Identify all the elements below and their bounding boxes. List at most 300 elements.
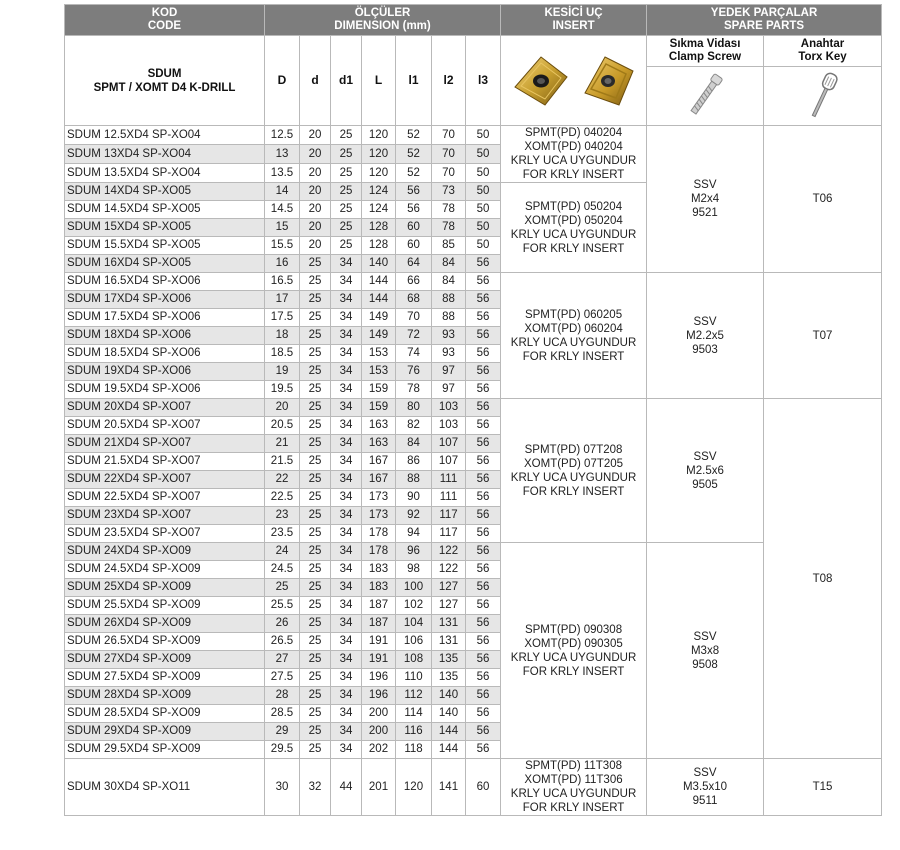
row-code: SDUM 19.5XD4 SP-XO06 bbox=[65, 381, 265, 399]
cell-l1: 86 bbox=[396, 453, 432, 471]
cell-l3: 56 bbox=[466, 615, 501, 633]
cell-L: 128 bbox=[362, 237, 396, 255]
cell-l3: 50 bbox=[466, 237, 501, 255]
cell-L: 163 bbox=[362, 417, 396, 435]
cell-l2: 117 bbox=[432, 525, 466, 543]
cell-l2: 127 bbox=[432, 597, 466, 615]
cell-l2: 70 bbox=[432, 126, 466, 145]
cell-l3: 56 bbox=[466, 723, 501, 741]
row-code: SDUM 15.5XD4 SP-XO05 bbox=[65, 237, 265, 255]
dimension-header: ÖLÇÜLER DIMENSION (mm) bbox=[265, 5, 501, 36]
cell-l2: 144 bbox=[432, 741, 466, 759]
product-table-wrapper bbox=[64, 4, 882, 816]
cell-d1: 34 bbox=[331, 309, 362, 327]
cell-d: 25 bbox=[300, 381, 331, 399]
cell-d: 25 bbox=[300, 615, 331, 633]
cell-L: 187 bbox=[362, 597, 396, 615]
cell-D: 13.5 bbox=[265, 164, 300, 183]
cell-d1: 34 bbox=[331, 561, 362, 579]
cell-L: 196 bbox=[362, 669, 396, 687]
key-cell: T08 bbox=[764, 399, 882, 759]
torx-key-image-cell bbox=[764, 67, 882, 126]
cell-D: 12.5 bbox=[265, 126, 300, 145]
cell-d: 25 bbox=[300, 669, 331, 687]
row-code: SDUM 18.5XD4 SP-XO06 bbox=[65, 345, 265, 363]
row-code: SDUM 29.5XD4 SP-XO09 bbox=[65, 741, 265, 759]
cell-l2: 131 bbox=[432, 615, 466, 633]
cell-L: 144 bbox=[362, 291, 396, 309]
cell-d1: 25 bbox=[331, 183, 362, 201]
cell-d: 25 bbox=[300, 525, 331, 543]
cell-L: 124 bbox=[362, 201, 396, 219]
cell-l2: 73 bbox=[432, 183, 466, 201]
cell-d: 20 bbox=[300, 126, 331, 145]
row-code: SDUM 23.5XD4 SP-XO07 bbox=[65, 525, 265, 543]
row-code: SDUM 27XD4 SP-XO09 bbox=[65, 651, 265, 669]
screw-cell: SSV M2.2x5 9503 bbox=[647, 273, 764, 399]
cell-l2: 140 bbox=[432, 705, 466, 723]
col-l1: l1 bbox=[396, 36, 432, 126]
cell-l2: 111 bbox=[432, 471, 466, 489]
product-line-header: SDUM SPMT / XOMT D4 K-DRILL bbox=[65, 36, 265, 126]
cell-L: 187 bbox=[362, 615, 396, 633]
cell-D: 14 bbox=[265, 183, 300, 201]
cell-d: 20 bbox=[300, 219, 331, 237]
cell-d: 25 bbox=[300, 399, 331, 417]
cell-l2: 117 bbox=[432, 507, 466, 525]
row-code: SDUM 17.5XD4 SP-XO06 bbox=[65, 309, 265, 327]
row-code: SDUM 23XD4 SP-XO07 bbox=[65, 507, 265, 525]
screw-cell: SSV M2.5x6 9505 bbox=[647, 399, 764, 543]
cell-l1: 52 bbox=[396, 126, 432, 145]
row-code: SDUM 30XD4 SP-XO11 bbox=[65, 759, 265, 816]
row-code: SDUM 17XD4 SP-XO06 bbox=[65, 291, 265, 309]
cell-l3: 56 bbox=[466, 417, 501, 435]
cell-l3: 56 bbox=[466, 363, 501, 381]
cell-l2: 85 bbox=[432, 237, 466, 255]
clamp-screw-image-cell bbox=[647, 67, 764, 126]
cell-L: 149 bbox=[362, 309, 396, 327]
cell-l2: 78 bbox=[432, 201, 466, 219]
key-cell: T15 bbox=[764, 759, 882, 816]
row-code: SDUM 25XD4 SP-XO09 bbox=[65, 579, 265, 597]
cell-D: 17.5 bbox=[265, 309, 300, 327]
cell-d: 25 bbox=[300, 363, 331, 381]
cell-d: 25 bbox=[300, 651, 331, 669]
cell-l3: 56 bbox=[466, 255, 501, 273]
cell-D: 16.5 bbox=[265, 273, 300, 291]
spmt-insert-icon bbox=[511, 53, 571, 109]
xomt-insert-icon bbox=[579, 53, 637, 109]
cell-L: 173 bbox=[362, 489, 396, 507]
cell-L: 120 bbox=[362, 126, 396, 145]
cell-D: 30 bbox=[265, 759, 300, 816]
cell-d1: 25 bbox=[331, 164, 362, 183]
cell-D: 26.5 bbox=[265, 633, 300, 651]
cell-d1: 34 bbox=[331, 543, 362, 561]
row-code: SDUM 13XD4 SP-XO04 bbox=[65, 145, 265, 164]
cell-l2: 144 bbox=[432, 723, 466, 741]
cell-d1: 34 bbox=[331, 363, 362, 381]
screw-cell: SSV M3x8 9508 bbox=[647, 543, 764, 759]
cell-l2: 97 bbox=[432, 363, 466, 381]
cell-l1: 68 bbox=[396, 291, 432, 309]
cell-l3: 56 bbox=[466, 705, 501, 723]
cell-D: 21.5 bbox=[265, 453, 300, 471]
cell-l3: 56 bbox=[466, 291, 501, 309]
cell-D: 28.5 bbox=[265, 705, 300, 723]
cell-l1: 116 bbox=[396, 723, 432, 741]
cell-d1: 34 bbox=[331, 291, 362, 309]
cell-l3: 50 bbox=[466, 145, 501, 164]
row-code: SDUM 19XD4 SP-XO06 bbox=[65, 363, 265, 381]
row-code: SDUM 24.5XD4 SP-XO09 bbox=[65, 561, 265, 579]
cell-l3: 56 bbox=[466, 345, 501, 363]
cell-d: 25 bbox=[300, 507, 331, 525]
cell-d1: 34 bbox=[331, 597, 362, 615]
cell-L: 183 bbox=[362, 561, 396, 579]
cell-d1: 34 bbox=[331, 399, 362, 417]
cell-d: 25 bbox=[300, 489, 331, 507]
cell-l2: 78 bbox=[432, 219, 466, 237]
cell-d: 25 bbox=[300, 597, 331, 615]
row-code: SDUM 14.5XD4 SP-XO05 bbox=[65, 201, 265, 219]
cell-d: 25 bbox=[300, 543, 331, 561]
cell-L: 202 bbox=[362, 741, 396, 759]
row-code: SDUM 18XD4 SP-XO06 bbox=[65, 327, 265, 345]
key-cell: T07 bbox=[764, 273, 882, 399]
cell-l3: 56 bbox=[466, 597, 501, 615]
cell-D: 27.5 bbox=[265, 669, 300, 687]
cell-l3: 56 bbox=[466, 453, 501, 471]
insert-images-cell bbox=[501, 36, 647, 126]
cell-d: 20 bbox=[300, 145, 331, 164]
cell-d1: 25 bbox=[331, 126, 362, 145]
cell-l3: 56 bbox=[466, 579, 501, 597]
cell-l1: 110 bbox=[396, 669, 432, 687]
cell-d: 25 bbox=[300, 273, 331, 291]
cell-l2: 70 bbox=[432, 164, 466, 183]
cell-L: 178 bbox=[362, 525, 396, 543]
cell-d1: 34 bbox=[331, 723, 362, 741]
col-d1: d1 bbox=[331, 36, 362, 126]
cell-l1: 52 bbox=[396, 145, 432, 164]
cell-l1: 98 bbox=[396, 561, 432, 579]
cell-l3: 56 bbox=[466, 435, 501, 453]
cell-l1: 92 bbox=[396, 507, 432, 525]
cell-L: 163 bbox=[362, 435, 396, 453]
col-L: L bbox=[362, 36, 396, 126]
row-code: SDUM 20XD4 SP-XO07 bbox=[65, 399, 265, 417]
cell-l1: 74 bbox=[396, 345, 432, 363]
cell-D: 18.5 bbox=[265, 345, 300, 363]
cell-D: 27 bbox=[265, 651, 300, 669]
cell-l3: 56 bbox=[466, 561, 501, 579]
cell-d1: 34 bbox=[331, 273, 362, 291]
cell-l1: 56 bbox=[396, 183, 432, 201]
cell-d: 20 bbox=[300, 183, 331, 201]
cell-D: 13 bbox=[265, 145, 300, 164]
cell-L: 200 bbox=[362, 705, 396, 723]
cell-D: 23.5 bbox=[265, 525, 300, 543]
cell-l2: 84 bbox=[432, 273, 466, 291]
cell-l2: 122 bbox=[432, 561, 466, 579]
cell-d: 25 bbox=[300, 309, 331, 327]
cell-l1: 82 bbox=[396, 417, 432, 435]
cell-d: 20 bbox=[300, 164, 331, 183]
cell-D: 21 bbox=[265, 435, 300, 453]
cell-d: 25 bbox=[300, 345, 331, 363]
row-code: SDUM 22XD4 SP-XO07 bbox=[65, 471, 265, 489]
cell-D: 28 bbox=[265, 687, 300, 705]
cell-d1: 34 bbox=[331, 687, 362, 705]
cell-D: 16 bbox=[265, 255, 300, 273]
row-code: SDUM 16.5XD4 SP-XO06 bbox=[65, 273, 265, 291]
cell-L: 140 bbox=[362, 255, 396, 273]
cell-D: 25 bbox=[265, 579, 300, 597]
insert-cell: SPMT(PD) 050204 XOMT(PD) 050204 KRLY UCA UYGUNDUR FOR KRLY INSERT bbox=[501, 183, 647, 273]
cell-l1: 100 bbox=[396, 579, 432, 597]
cell-d1: 34 bbox=[331, 633, 362, 651]
cell-l1: 108 bbox=[396, 651, 432, 669]
cell-d: 25 bbox=[300, 417, 331, 435]
cell-l3: 56 bbox=[466, 381, 501, 399]
cell-L: 128 bbox=[362, 219, 396, 237]
cell-l1: 56 bbox=[396, 201, 432, 219]
cell-l2: 93 bbox=[432, 345, 466, 363]
cell-l3: 50 bbox=[466, 126, 501, 145]
cell-L: 153 bbox=[362, 363, 396, 381]
cell-d: 25 bbox=[300, 723, 331, 741]
screw-cell: SSV M2x4 9521 bbox=[647, 126, 764, 273]
product-table bbox=[64, 4, 882, 816]
cell-L: 178 bbox=[362, 543, 396, 561]
cell-l3: 56 bbox=[466, 489, 501, 507]
cell-l1: 80 bbox=[396, 399, 432, 417]
row-code: SDUM 29XD4 SP-XO09 bbox=[65, 723, 265, 741]
cell-l3: 50 bbox=[466, 201, 501, 219]
cell-l3: 56 bbox=[466, 633, 501, 651]
cell-D: 29 bbox=[265, 723, 300, 741]
cell-l2: 103 bbox=[432, 399, 466, 417]
cell-d1: 34 bbox=[331, 435, 362, 453]
cell-L: 159 bbox=[362, 381, 396, 399]
cell-l2: 107 bbox=[432, 435, 466, 453]
screw-cell: SSV M3.5x10 9511 bbox=[647, 759, 764, 816]
row-code: SDUM 24XD4 SP-XO09 bbox=[65, 543, 265, 561]
cell-l3: 56 bbox=[466, 507, 501, 525]
row-code: SDUM 26XD4 SP-XO09 bbox=[65, 615, 265, 633]
cell-d1: 34 bbox=[331, 651, 362, 669]
cell-L: 144 bbox=[362, 273, 396, 291]
cell-L: 149 bbox=[362, 327, 396, 345]
cell-l1: 88 bbox=[396, 471, 432, 489]
cell-d1: 25 bbox=[331, 201, 362, 219]
insert-cell: SPMT(PD) 060205 XOMT(PD) 060204 KRLY UCA UYGUNDUR FOR KRLY INSERT bbox=[501, 273, 647, 399]
cell-L: 200 bbox=[362, 723, 396, 741]
col-l3: l3 bbox=[466, 36, 501, 126]
row-code: SDUM 28.5XD4 SP-XO09 bbox=[65, 705, 265, 723]
cell-L: 173 bbox=[362, 507, 396, 525]
cell-d1: 34 bbox=[331, 345, 362, 363]
cell-d1: 34 bbox=[331, 453, 362, 471]
cell-D: 20.5 bbox=[265, 417, 300, 435]
cell-d1: 34 bbox=[331, 255, 362, 273]
cell-D: 19 bbox=[265, 363, 300, 381]
clamp-screw-header: Sıkma Vidası Clamp Screw bbox=[647, 36, 764, 67]
cell-l1: 102 bbox=[396, 597, 432, 615]
cell-d: 25 bbox=[300, 327, 331, 345]
cell-l3: 56 bbox=[466, 687, 501, 705]
cell-D: 17 bbox=[265, 291, 300, 309]
cell-l1: 96 bbox=[396, 543, 432, 561]
cell-l1: 70 bbox=[396, 309, 432, 327]
cell-D: 25.5 bbox=[265, 597, 300, 615]
cell-d: 25 bbox=[300, 633, 331, 651]
cell-d: 25 bbox=[300, 291, 331, 309]
row-code: SDUM 28XD4 SP-XO09 bbox=[65, 687, 265, 705]
row-code: SDUM 16XD4 SP-XO05 bbox=[65, 255, 265, 273]
cell-L: 167 bbox=[362, 453, 396, 471]
cell-d: 25 bbox=[300, 471, 331, 489]
cell-l2: 88 bbox=[432, 309, 466, 327]
cell-l3: 56 bbox=[466, 309, 501, 327]
cell-d: 25 bbox=[300, 435, 331, 453]
cell-d1: 34 bbox=[331, 417, 362, 435]
cell-d: 20 bbox=[300, 237, 331, 255]
cell-l1: 64 bbox=[396, 255, 432, 273]
cell-D: 15.5 bbox=[265, 237, 300, 255]
cell-l2: 141 bbox=[432, 759, 466, 816]
cell-l2: 107 bbox=[432, 453, 466, 471]
cell-L: 196 bbox=[362, 687, 396, 705]
col-D: D bbox=[265, 36, 300, 126]
cell-l1: 52 bbox=[396, 164, 432, 183]
col-d: d bbox=[300, 36, 331, 126]
row-code: SDUM 25.5XD4 SP-XO09 bbox=[65, 597, 265, 615]
cell-D: 24.5 bbox=[265, 561, 300, 579]
cell-D: 19.5 bbox=[265, 381, 300, 399]
cell-l1: 94 bbox=[396, 525, 432, 543]
cell-l1: 114 bbox=[396, 705, 432, 723]
cell-D: 29.5 bbox=[265, 741, 300, 759]
cell-D: 26 bbox=[265, 615, 300, 633]
insert-cell: SPMT(PD) 11T308 XOMT(PD) 11T306 KRLY UCA UYGUNDUR FOR KRLY INSERT bbox=[501, 759, 647, 816]
cell-d: 25 bbox=[300, 255, 331, 273]
cell-d: 25 bbox=[300, 705, 331, 723]
key-cell: T06 bbox=[764, 126, 882, 273]
cell-l3: 56 bbox=[466, 273, 501, 291]
cell-d1: 34 bbox=[331, 615, 362, 633]
cell-l3: 56 bbox=[466, 543, 501, 561]
cell-l3: 56 bbox=[466, 525, 501, 543]
cell-d: 25 bbox=[300, 687, 331, 705]
clamp-screw-icon bbox=[685, 70, 725, 122]
cell-D: 18 bbox=[265, 327, 300, 345]
cell-l3: 56 bbox=[466, 741, 501, 759]
row-code: SDUM 21.5XD4 SP-XO07 bbox=[65, 453, 265, 471]
cell-d1: 34 bbox=[331, 741, 362, 759]
row-code: SDUM 13.5XD4 SP-XO04 bbox=[65, 164, 265, 183]
cell-l1: 60 bbox=[396, 237, 432, 255]
cell-l1: 72 bbox=[396, 327, 432, 345]
cell-L: 159 bbox=[362, 399, 396, 417]
cell-L: 124 bbox=[362, 183, 396, 201]
cell-l3: 56 bbox=[466, 327, 501, 345]
cell-d: 25 bbox=[300, 561, 331, 579]
cell-l2: 135 bbox=[432, 651, 466, 669]
cell-d: 25 bbox=[300, 453, 331, 471]
cell-D: 14.5 bbox=[265, 201, 300, 219]
cell-l3: 50 bbox=[466, 164, 501, 183]
cell-l2: 111 bbox=[432, 489, 466, 507]
cell-l1: 118 bbox=[396, 741, 432, 759]
cell-D: 20 bbox=[265, 399, 300, 417]
cell-l1: 66 bbox=[396, 273, 432, 291]
row-code: SDUM 12.5XD4 SP-XO04 bbox=[65, 126, 265, 145]
cell-L: 153 bbox=[362, 345, 396, 363]
cell-l3: 50 bbox=[466, 219, 501, 237]
cell-d1: 34 bbox=[331, 507, 362, 525]
row-code: SDUM 15XD4 SP-XO05 bbox=[65, 219, 265, 237]
cell-d1: 25 bbox=[331, 145, 362, 164]
cell-l1: 60 bbox=[396, 219, 432, 237]
cell-l1: 90 bbox=[396, 489, 432, 507]
row-code: SDUM 14XD4 SP-XO05 bbox=[65, 183, 265, 201]
cell-d1: 34 bbox=[331, 525, 362, 543]
cell-l1: 104 bbox=[396, 615, 432, 633]
spare-parts-header: YEDEK PARÇALAR SPARE PARTS bbox=[647, 5, 882, 36]
cell-D: 15 bbox=[265, 219, 300, 237]
cell-d1: 34 bbox=[331, 381, 362, 399]
cell-L: 120 bbox=[362, 164, 396, 183]
cell-d1: 25 bbox=[331, 237, 362, 255]
insert-cell: SPMT(PD) 040204 XOMT(PD) 040204 KRLY UCA UYGUNDUR FOR KRLY INSERT bbox=[501, 126, 647, 183]
cell-L: 183 bbox=[362, 579, 396, 597]
cell-d1: 34 bbox=[331, 327, 362, 345]
cell-L: 120 bbox=[362, 145, 396, 164]
cell-d: 32 bbox=[300, 759, 331, 816]
cell-l2: 122 bbox=[432, 543, 466, 561]
cell-L: 191 bbox=[362, 651, 396, 669]
cell-l2: 97 bbox=[432, 381, 466, 399]
cell-l1: 120 bbox=[396, 759, 432, 816]
torx-key-icon bbox=[803, 70, 843, 122]
cell-L: 201 bbox=[362, 759, 396, 816]
cell-l2: 88 bbox=[432, 291, 466, 309]
cell-l2: 135 bbox=[432, 669, 466, 687]
row-code: SDUM 20.5XD4 SP-XO07 bbox=[65, 417, 265, 435]
cell-D: 22 bbox=[265, 471, 300, 489]
row-code: SDUM 21XD4 SP-XO07 bbox=[65, 435, 265, 453]
cell-l3: 60 bbox=[466, 759, 501, 816]
cell-l3: 50 bbox=[466, 183, 501, 201]
cell-d1: 44 bbox=[331, 759, 362, 816]
insert-cell: SPMT(PD) 07T208 XOMT(PD) 07T205 KRLY UCA UYGUNDUR FOR KRLY INSERT bbox=[501, 399, 647, 543]
insert-header: KESİCİ UÇ INSERT bbox=[501, 5, 647, 36]
cell-l3: 56 bbox=[466, 669, 501, 687]
cell-l1: 76 bbox=[396, 363, 432, 381]
cell-d: 25 bbox=[300, 579, 331, 597]
cell-l3: 56 bbox=[466, 651, 501, 669]
cell-d1: 34 bbox=[331, 471, 362, 489]
row-code: SDUM 27.5XD4 SP-XO09 bbox=[65, 669, 265, 687]
cell-L: 191 bbox=[362, 633, 396, 651]
cell-d1: 34 bbox=[331, 705, 362, 723]
cell-l2: 70 bbox=[432, 145, 466, 164]
col-l2: l2 bbox=[432, 36, 466, 126]
cell-d1: 34 bbox=[331, 579, 362, 597]
